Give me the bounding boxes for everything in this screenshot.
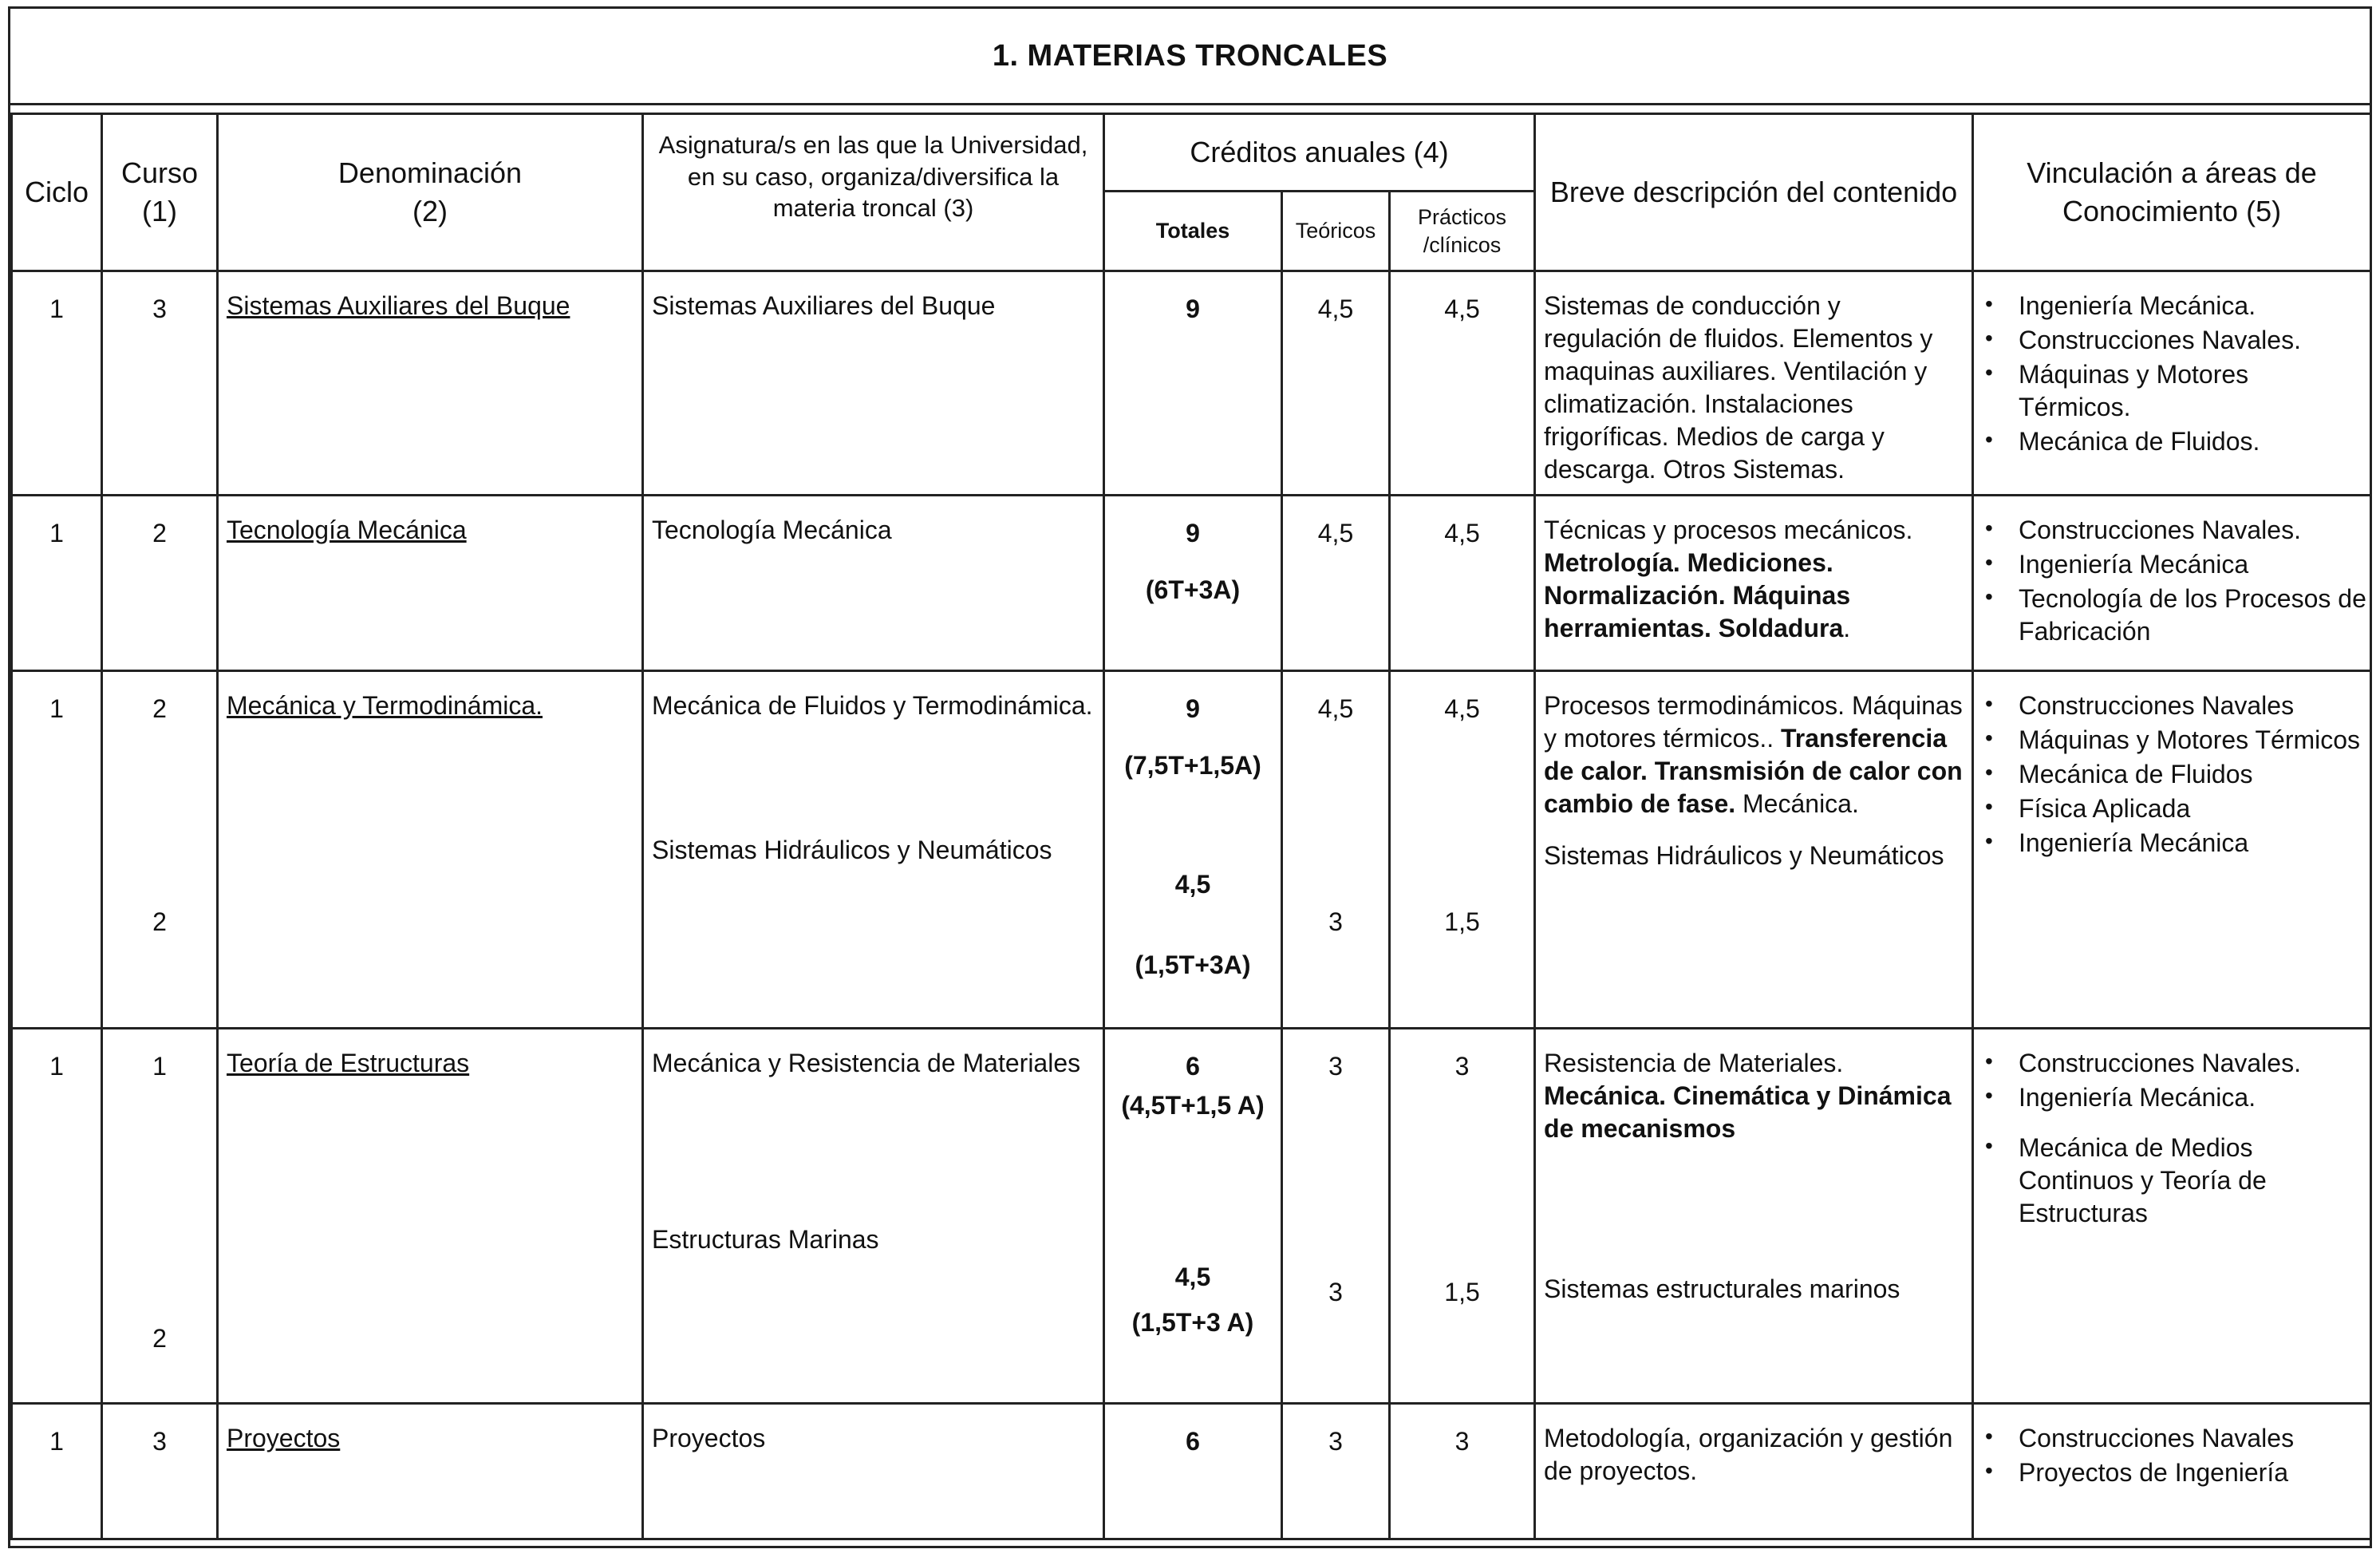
cell-totales: 9 (6T+3A) <box>1104 495 1282 670</box>
header-denominacion: Denominación (2) <box>218 114 643 271</box>
cell-teoricos: 3 <box>1282 1403 1390 1539</box>
cell-denominacion: Teoría de Estructuras <box>218 1028 643 1403</box>
cell-teoricos: 4,5 <box>1282 495 1390 670</box>
list-item: • Mecánica de Medios Continuos y Teoría de Estructuras <box>1985 1132 2267 1227</box>
list-item: • Ingeniería Mecánica <box>1985 828 2249 857</box>
header-creditos: Créditos anuales (4) <box>1104 114 1535 192</box>
cell-curso: 3 <box>102 271 218 496</box>
list-item: • Construcciones Navales. <box>1985 515 2301 544</box>
cell-asignatura: Mecánica y Resistencia de Materiales Estructuras Marinas <box>643 1028 1104 1403</box>
cell-curso: 3 <box>102 1403 218 1539</box>
cell-areas <box>1973 1403 2371 1539</box>
table-row <box>12 271 2371 496</box>
table-row <box>12 1028 2371 1403</box>
header-practicos: Prácticos /clínicos <box>1390 192 1535 271</box>
cell-teoricos: 4,5 <box>1282 271 1390 496</box>
cell-areas <box>1973 271 2371 496</box>
list-item: • Tecnología de los Procesos de Fabricación <box>1985 583 2366 646</box>
cell-areas <box>1973 495 2371 670</box>
cell-practicos: 4,5 <box>1390 495 1535 670</box>
cell-descripcion: Sistemas de conducción y regulación de fluidos. Elementos y maquinas auxiliares. Ventilación y climatización. Instalaciones frigoríficas. Medios de carga y descarga. Otros Sistemas. <box>1535 271 1973 496</box>
table-row <box>12 1403 2371 1539</box>
cell-teoricos: 4,5 3 <box>1282 670 1390 1028</box>
list-item: • Mecánica de Fluidos <box>1985 759 2253 788</box>
list-item: • Construcciones Navales <box>1985 690 2295 720</box>
cell-ciclo: 1 <box>12 495 102 670</box>
header-vinculacion: Vinculación a áreas de Conocimiento (5) <box>1973 114 2371 271</box>
cell-denominacion: Mecánica y Termodinámica. <box>218 670 643 1028</box>
list-item: • Construcciones Navales. <box>1985 1048 2301 1077</box>
cell-denominacion: Sistemas Auxiliares del Buque <box>218 271 643 496</box>
cell-descripcion: Técnicas y procesos mecánicos. Metrología. Mediciones. Normalización. Máquinas herramientas. Soldadura. <box>1535 495 1973 670</box>
cell-totales: 9 <box>1104 271 1282 496</box>
list-item: • Proyectos de Ingeniería <box>1985 1457 2289 1487</box>
header-totales: Totales <box>1104 192 1282 271</box>
cell-teoricos: 3 3 <box>1282 1028 1390 1403</box>
cell-ciclo: 1 <box>12 670 102 1028</box>
cell-areas <box>1973 670 2371 1028</box>
cell-curso: 2 <box>102 495 218 670</box>
cell-asignatura: Proyectos <box>643 1403 1104 1539</box>
page-title: 1. MATERIAS TRONCALES <box>10 9 2370 105</box>
cell-ciclo: 1 <box>12 1403 102 1539</box>
cell-curso: 2 2 <box>102 670 218 1028</box>
table-row <box>12 495 2371 670</box>
list-item: • Mecánica de Fluidos. <box>1985 426 2260 456</box>
cell-ciclo: 1 <box>12 271 102 496</box>
cell-practicos: 4,5 <box>1390 271 1535 496</box>
list-item: • Máquinas y Motores Térmicos. <box>1985 359 2249 421</box>
list-item: • Construcciones Navales <box>1985 1423 2295 1452</box>
cell-practicos: 4,5 1,5 <box>1390 670 1535 1028</box>
cell-descripcion: Procesos termodinámicos. Máquinas y motores térmicos.. Transferencia de calor. Transmisión de calor con cambio de fase. Mecánica. Sistemas Hidráulicos y Neumáticos <box>1535 670 1973 1028</box>
table-row <box>12 670 2371 1028</box>
cell-asignatura: Tecnología Mecánica <box>643 495 1104 670</box>
list-item: • Ingeniería Mecánica. <box>1985 291 2256 320</box>
cell-descripcion: Metodología, organización y gestión de proyectos. <box>1535 1403 1973 1539</box>
list-item: • Máquinas y Motores Térmicos <box>1985 725 2361 754</box>
cell-descripcion: Resistencia de Materiales. Mecánica. Cinemática y Dinámica de mecanismos Sistemas estructurales marinos <box>1535 1028 1973 1403</box>
cell-asignatura: Sistemas Auxiliares del Buque <box>643 271 1104 496</box>
header-teoricos: Teóricos <box>1282 192 1390 271</box>
header-curso: Curso (1) <box>102 114 218 271</box>
cell-asignatura: Mecánica de Fluidos y Termodinámica. Sistemas Hidráulicos y Neumáticos <box>643 670 1104 1028</box>
cell-denominacion: Tecnología Mecánica <box>218 495 643 670</box>
header-descripcion: Breve descripción del contenido <box>1535 114 1973 271</box>
cell-totales: 6 (4,5T+1,5 A) 4,5 (1,5T+3 A) <box>1104 1028 1282 1403</box>
list-item: • Física Aplicada <box>1985 793 2191 823</box>
list-item: • Ingeniería Mecánica <box>1985 549 2249 579</box>
cell-denominacion: Proyectos <box>218 1403 643 1539</box>
cell-curso: 1 2 <box>102 1028 218 1403</box>
cell-practicos: 3 <box>1390 1403 1535 1539</box>
cell-totales: 6 <box>1104 1403 1282 1539</box>
header-asignatura: Asignatura/s en las que la Universidad, en su caso, organiza/diversifica la materia troncal (3) <box>643 114 1104 271</box>
list-item: • Construcciones Navales. <box>1985 325 2301 354</box>
materias-table <box>10 113 2372 1540</box>
cell-ciclo: 1 <box>12 1028 102 1403</box>
document-frame <box>8 6 2372 1548</box>
cell-totales: 9 (7,5T+1,5A) 4,5 (1,5T+3A) <box>1104 670 1282 1028</box>
header-ciclo: Ciclo <box>12 114 102 271</box>
cell-areas <box>1973 1028 2371 1403</box>
list-item: • Ingeniería Mecánica. <box>1985 1082 2256 1112</box>
cell-practicos: 3 1,5 <box>1390 1028 1535 1403</box>
